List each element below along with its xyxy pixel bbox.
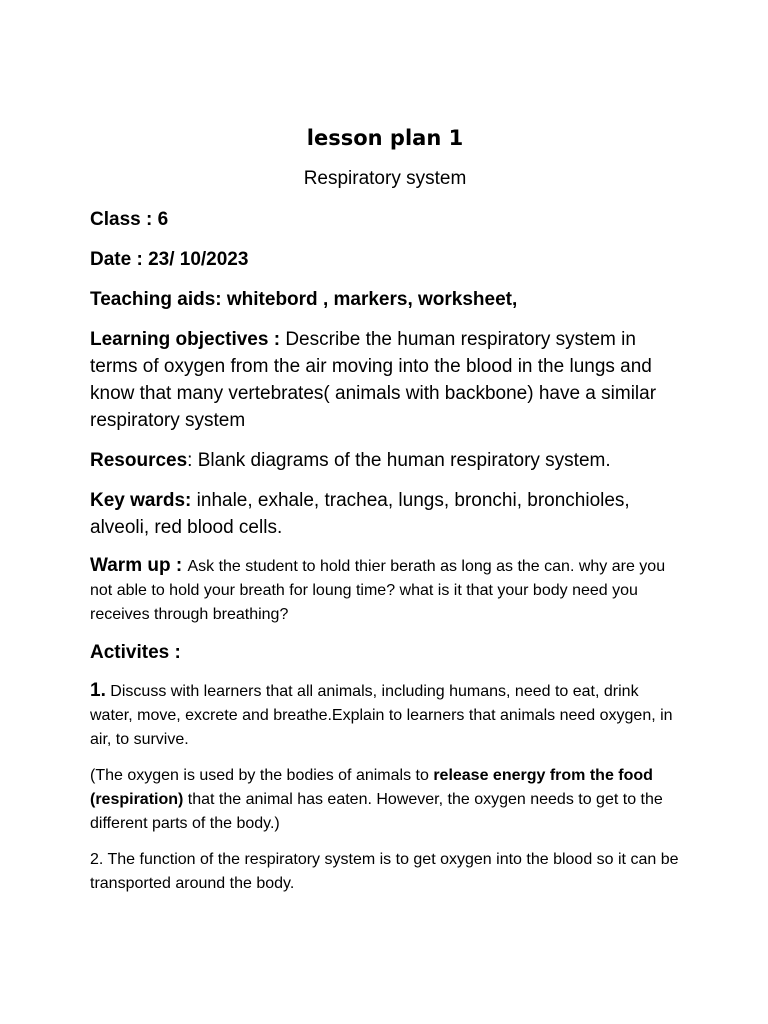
document-page xyxy=(90,124,680,908)
date-line: Date : 23/ 10/2023 xyxy=(90,249,249,270)
learning-objectives-text: Describe the human respiratory system in terms of oxygen from the air moving into the blood in the lungs and know that many vertebrates( animals with backbone) have a similar respiratory system xyxy=(90,329,657,431)
resources-label: Resources xyxy=(90,450,188,471)
learning-objectives-paragraph xyxy=(90,326,680,434)
activity-1-text: Discuss with learners that all animals, including humans, need to eat, drink water, move, excrete and breathe.Explain to learners that animals need oxygen, in air, to survive. xyxy=(90,683,673,748)
learning-objectives-label: Learning objectives : xyxy=(90,329,286,350)
activity-1-paragraph xyxy=(90,679,680,752)
key-words-text: inhale, exhale, trachea, lungs, bronchi, bronchioles, alveoli, red blood cells. xyxy=(90,490,630,538)
activity-1-number: 1. xyxy=(90,680,106,701)
activity-2-paragraph: 2. The function of the respiratory system is to get oxygen into the blood so it can be transported around the body. xyxy=(90,851,679,892)
key-words-label: Key wards: xyxy=(90,490,197,511)
warm-up-text: Ask the student to hold thier berath as long as the can. why are you not able to hold your breath for loung time? what is it that your body need you receives through breathing? xyxy=(90,558,666,623)
activities-heading: Activites : xyxy=(90,642,181,663)
warm-up-label: Warm up : xyxy=(90,555,188,576)
activity-1-note-bold: release energy from the food (respiration) xyxy=(90,767,653,808)
warm-up-paragraph xyxy=(90,554,680,627)
teaching-aids-line: Teaching aids: whitebord , markers, worksheet, xyxy=(90,289,518,310)
activity-1-note-before: (The oxygen is used by the bodies of animals to xyxy=(90,767,434,784)
document-subtitle: Respiratory system xyxy=(303,168,467,189)
resources-text: : Blank diagrams of the human respiratory system. xyxy=(187,450,611,471)
resources-paragraph xyxy=(90,447,680,474)
activity-1-note-paragraph xyxy=(90,764,680,836)
activity-1-note-after: that the animal has eaten. However, the oxygen needs to get to the different parts of the body.) xyxy=(90,791,663,832)
key-words-paragraph xyxy=(90,487,680,541)
class-line: Class : 6 xyxy=(90,209,169,230)
document-title: lesson plan 1 xyxy=(306,126,464,150)
